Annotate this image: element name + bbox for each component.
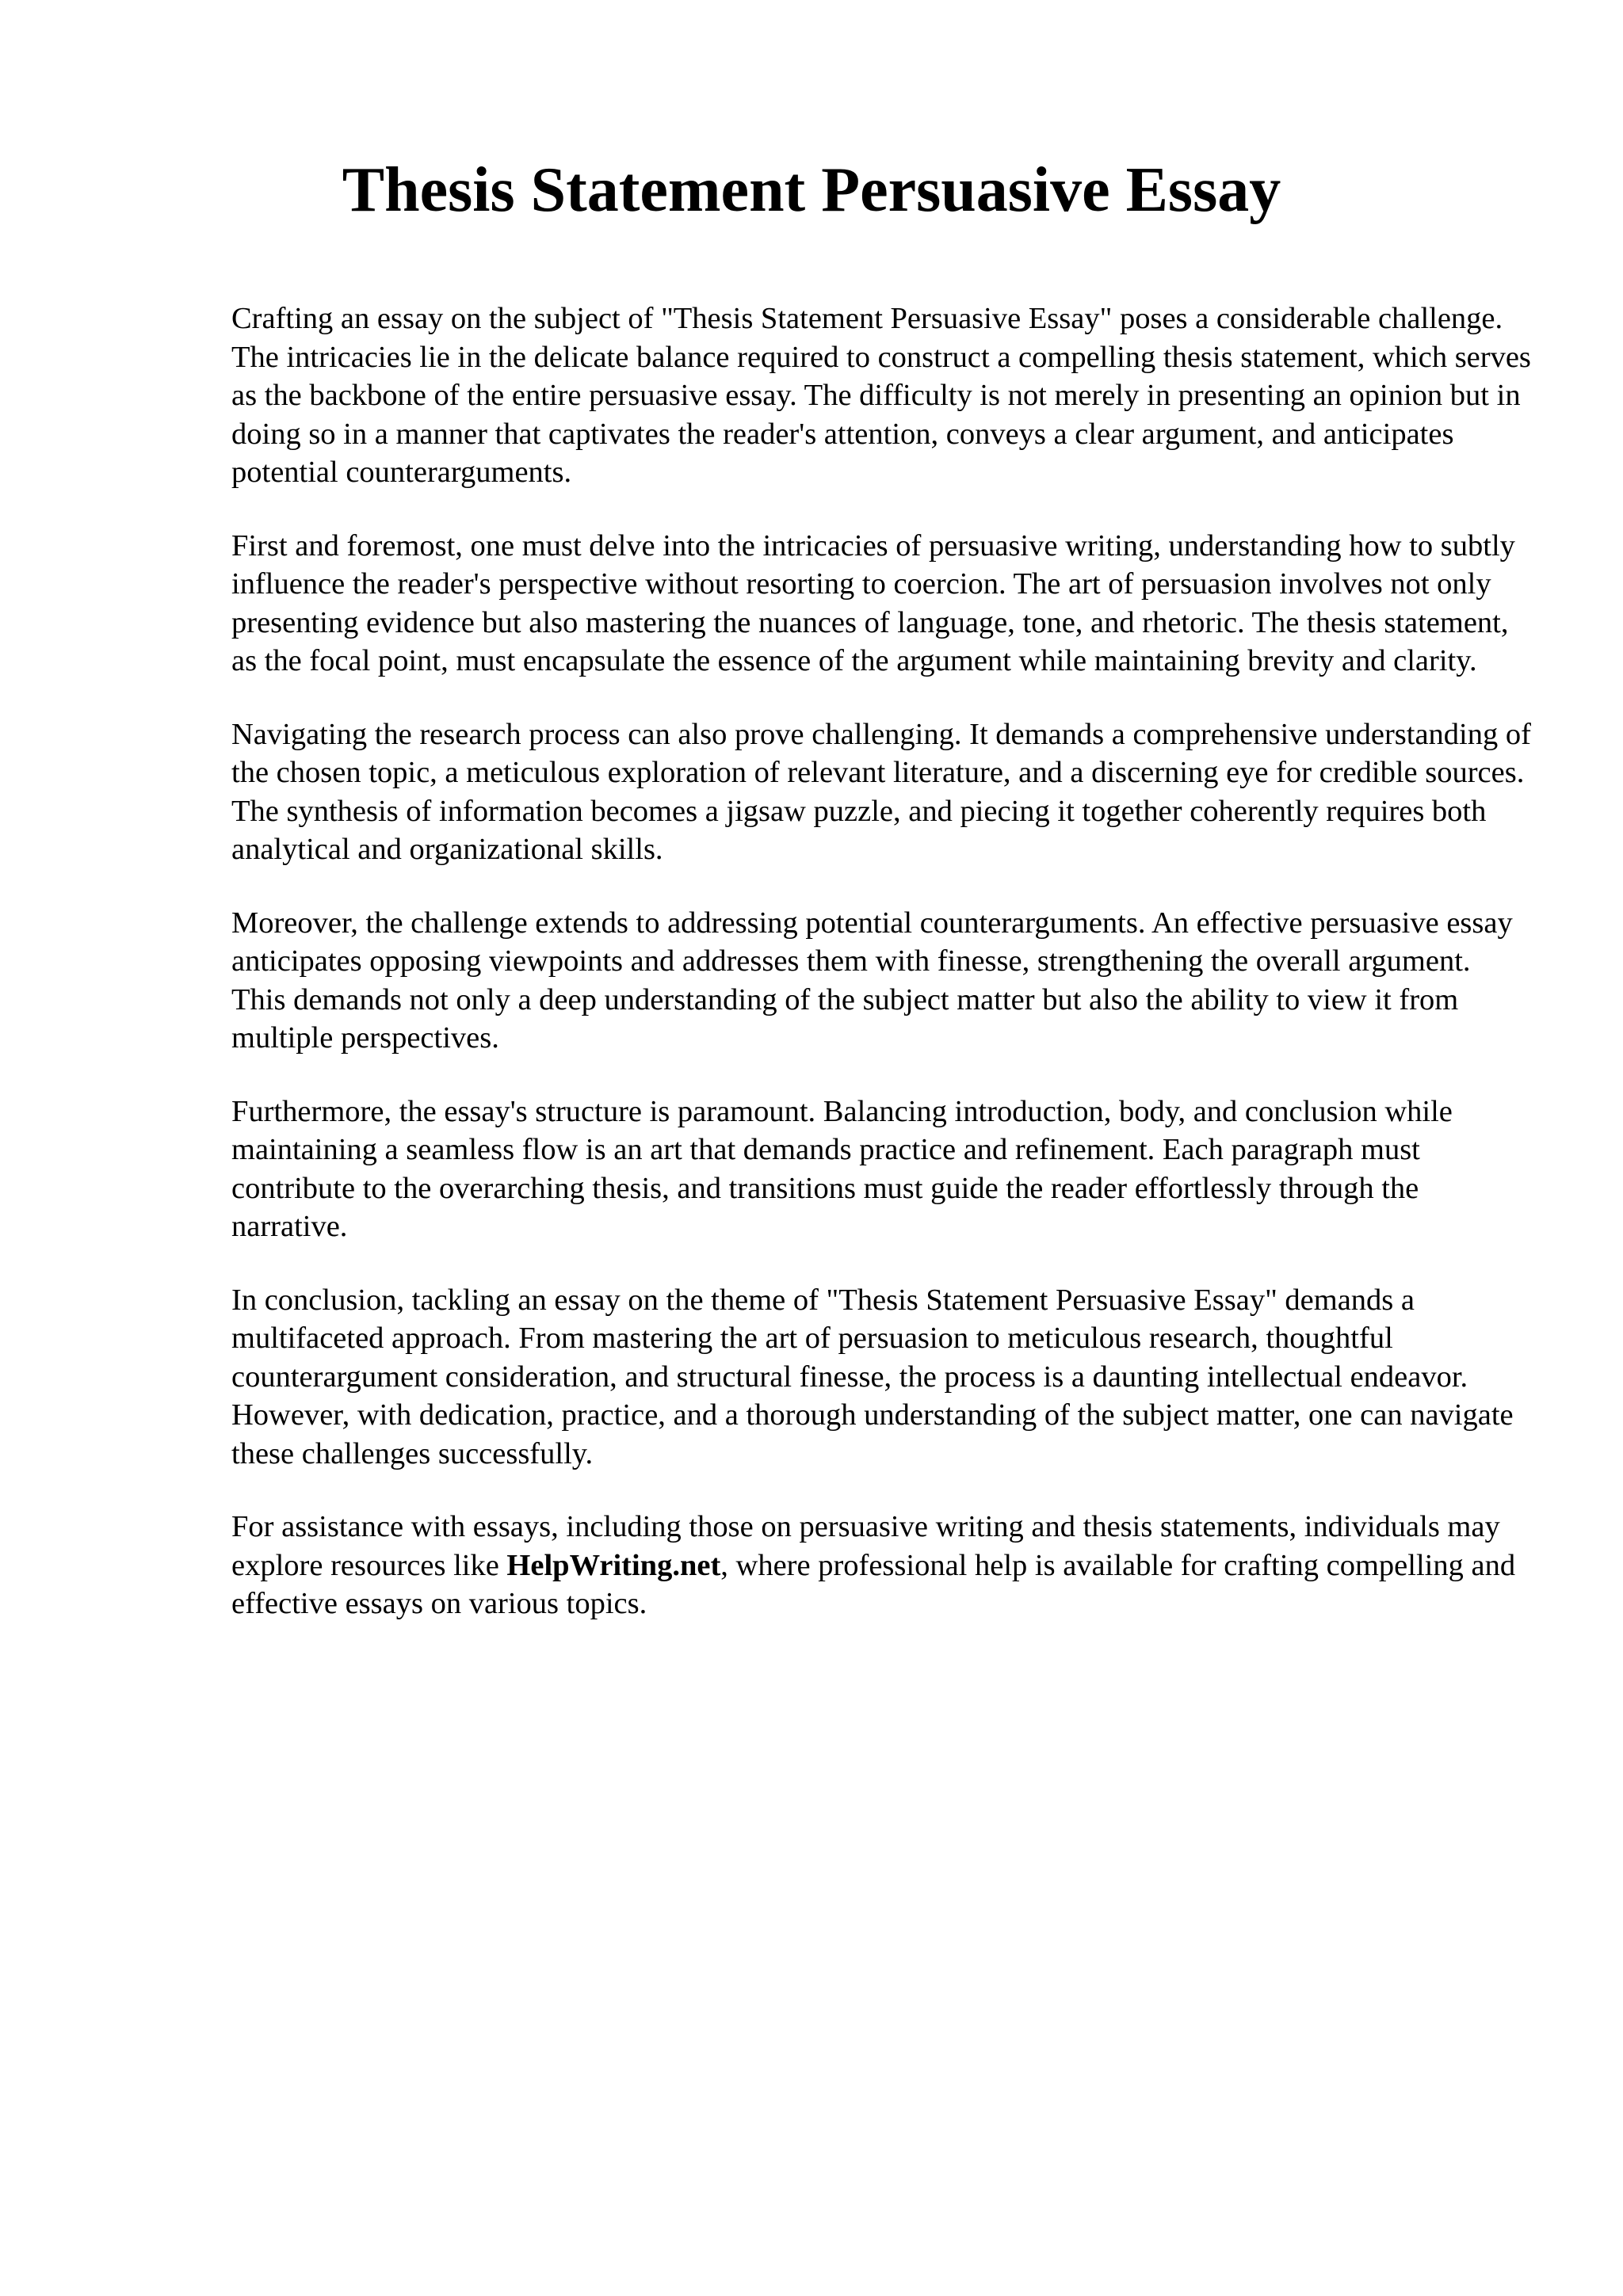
paragraph-structure: Furthermore, the essay's structure is paramount. Balancing introduction, body, and conclusion while maintaining a seamless flow is an art that demands practice and refinement. Each paragraph must contribute to the overarching thesis, and transitions must guide the reader effortlessly through the narrative. (231, 1094, 1453, 1243)
paragraph-persuasive-writing: First and foremost, one must delve into the intricacies of persuasive writing, understanding how to subtly influence the reader's perspective without resorting to coercion. The art of persuasion involves not only presenting evidence but also mastering the nuances of language, tone, and rhetoric. The thesis statement, as the focal point, must encapsulate the essence of the argument while maintaining brevity and clarity. (231, 528, 1515, 677)
closing-text-before: For assistance with essays, including those on persuasive writing and thesis statements, individuals may explore resources like (231, 1510, 1500, 1582)
paragraph-conclusion: In conclusion, tackling an essay on the theme of "Thesis Statement Persuasive Essay" demands a multifaceted approach. From mastering the art of persuasion to meticulous research, thoughtful counterargument consideration, and structural finesse, the process is a daunting intellectual endeavor. However, with dedication, practice, and a thorough understanding of the subject matter, one can navigate these challenges successfully. (231, 1283, 1514, 1470)
paragraph-intro: Crafting an essay on the subject of "Thesis Statement Persuasive Essay" poses a considerable challenge. The intricacies lie in the delicate balance required to construct a compelling thesis statement, which serves as the backbone of the entire persuasive essay. The difficulty is not merely in presenting an opinion but in doing so in a manner that captivates the reader's attention, conveys a clear argument, and anticipates potential counterarguments. (231, 302, 1531, 489)
paragraph-closing (231, 1508, 1531, 1623)
document-title: Thesis Statement Persuasive Essay (342, 155, 1281, 225)
document-body (231, 299, 1531, 1658)
closing-text-after: , where professional help is available for crafting compelling and effective essays on various topics. (231, 1548, 1516, 1620)
paragraph-research: Navigating the research process can also prove challenging. It demands a comprehensive understanding of the chosen topic, a meticulous exploration of relevant literature, and a discerning eye for credible sources. The synthesis of information becomes a jigsaw puzzle, and piecing it together coherently requires both analytical and organizational skills. (231, 717, 1531, 866)
paragraph-counterarguments: Moreover, the challenge extends to addressing potential counterarguments. An effective persuasive essay anticipates opposing viewpoints and addresses them with finesse, strengthening the overall argument. This demands not only a deep understanding of the subject matter but also the ability to view it from multiple perspectives. (231, 906, 1513, 1055)
helpwriting-link[interactable]: HelpWriting.net (506, 1548, 721, 1582)
